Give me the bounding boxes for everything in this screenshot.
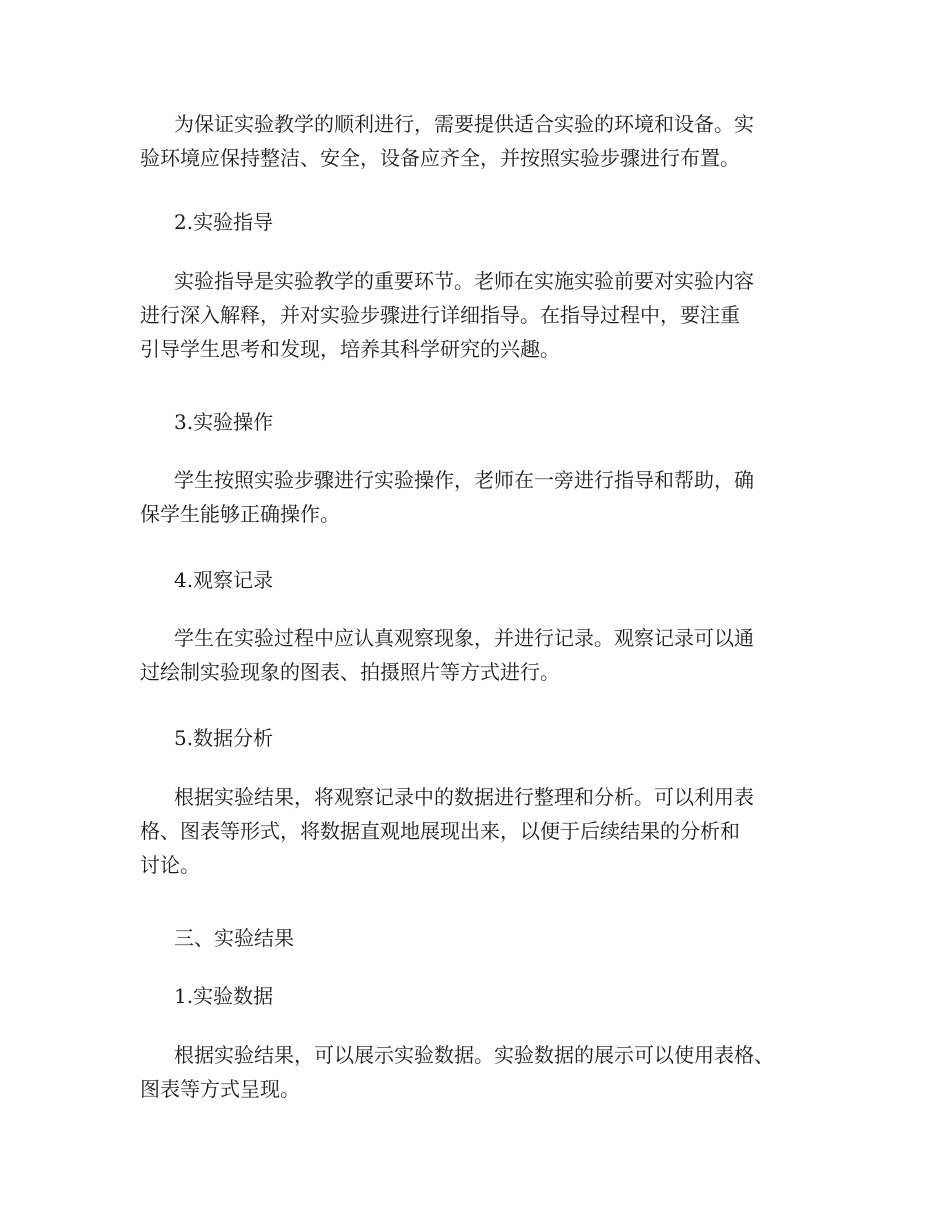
paragraph-operation: [140, 463, 830, 531]
paragraph-line: 学生按照实验步骤进行实验操作，老师在一旁进行指导和帮助，确: [174, 468, 754, 492]
paragraph-line: 进行深入解释，并对实验步骤进行详细指导。在指导过程中，要注重: [140, 303, 740, 327]
heading-experiment-operation: 3.实验操作: [174, 410, 274, 434]
paragraph-line: 学生在实验过程中应认真观察现象，并进行记录。观察记录可以通: [174, 626, 754, 650]
paragraph-line: 根据实验结果，可以展示实验数据。实验数据的展示可以使用表格、: [174, 1043, 774, 1067]
paragraph-line: 过绘制实验现象的图表、拍摄照片等方式进行。: [140, 660, 560, 684]
paragraph-experiment-data: [140, 1038, 830, 1106]
heading-experiment-guidance: 2.实验指导: [174, 210, 274, 234]
paragraph-line: 引导学生思考和发现，培养其科学研究的兴趣。: [140, 337, 560, 361]
paragraph-analysis: [140, 780, 830, 882]
heading-experiment-data: 1.实验数据: [174, 984, 274, 1008]
heading-data-analysis: 5.数据分析: [174, 726, 274, 750]
paragraph-line: 保学生能够正确操作。: [140, 502, 340, 526]
paragraph-line: 实验指导是实验教学的重要环节。老师在实施实验前要对实验内容: [174, 269, 754, 293]
paragraph-environment: [140, 107, 830, 175]
paragraph-line: 验环境应保持整洁、安全，设备应齐全，并按照实验步骤进行布置。: [140, 146, 740, 170]
paragraph-line: 格、图表等形式，将数据直观地展现出来，以便于后续结果的分析和: [140, 819, 740, 843]
paragraph-line: 根据实验结果，将观察记录中的数据进行整理和分析。可以利用表: [174, 785, 754, 809]
paragraph-observation: [140, 621, 830, 689]
paragraph-line: 为保证实验教学的顺利进行，需要提供适合实验的环境和设备。实: [174, 112, 754, 136]
paragraph-line: 图表等方式呈现。: [140, 1077, 300, 1101]
paragraph-guidance: [140, 264, 830, 366]
heading-observation-record: 4.观察记录: [174, 568, 274, 592]
section-heading-results: 三、实验结果: [174, 926, 294, 950]
paragraph-line: 讨论。: [140, 853, 200, 877]
